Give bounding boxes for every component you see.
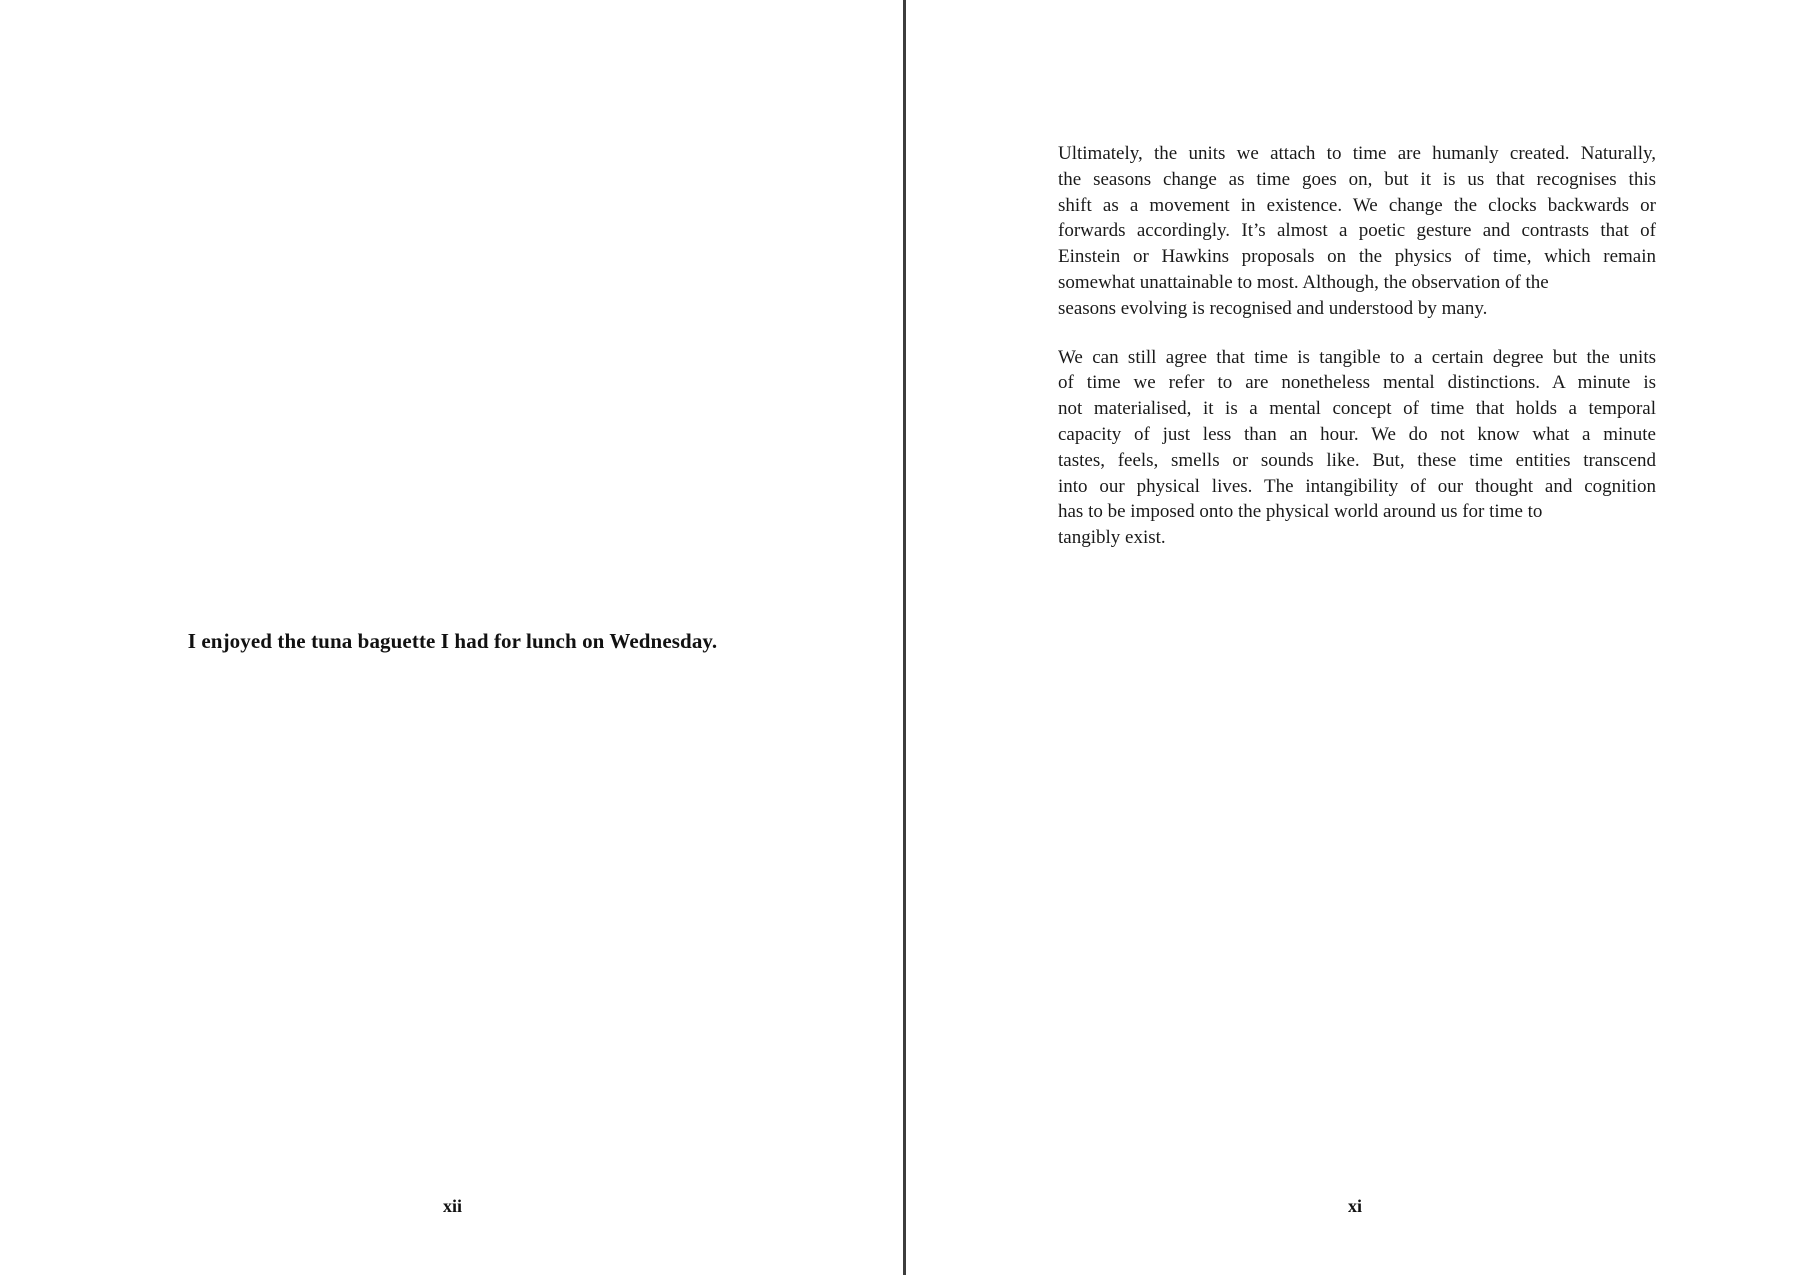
text-line: tastes, feels, smells or sounds like. But, these time entities transcend [1058,449,1656,471]
text-line: seasons evolving is recognised and understood by many. [1058,297,1488,319]
text-line: We can still agree that time is tangible to a certain degree but the units [1058,346,1656,368]
text-line: tangibly exist. [1058,527,1166,549]
text-line: the seasons change as time goes on, but it is us that recognises this [1058,168,1656,190]
right-page [905,0,1805,1275]
page-number-left: xii [442,1196,462,1216]
text-line: shift as a movement in existence. We change the clocks backwards or [1058,194,1656,216]
paragraph-1 [1058,141,1656,322]
text-line: has to be imposed onto the physical world around us for time to [1058,501,1543,523]
text-line: capacity of just less than an hour. We do not know what a minute [1058,423,1656,445]
paragraph-2 [1058,345,1656,551]
body-text-block [1058,141,1656,551]
page-number-right: xi [1347,1196,1362,1216]
text-line: Ultimately, the units we attach to time are humanly created. Naturally, [1058,143,1656,164]
text-line: somewhat unattainable to most. Although, the observation of the [1058,271,1549,293]
text-line: into our physical lives. The intangibility of our thought and cognition [1058,475,1656,497]
quote-line: I enjoyed the tuna baguette I had for lunch on Wednesday. [187,629,718,653]
text-line: Einstein or Hawkins proposals on the physics of time, which remain [1058,246,1656,268]
text-line: forwards accordingly. It’s almost a poetic gesture and contrasts that of [1058,220,1656,242]
text-line: not materialised, it is a mental concept of time that holds a temporal [1058,398,1656,420]
text-line: of time we refer to are nonetheless mental distinctions. A minute is [1058,372,1656,394]
